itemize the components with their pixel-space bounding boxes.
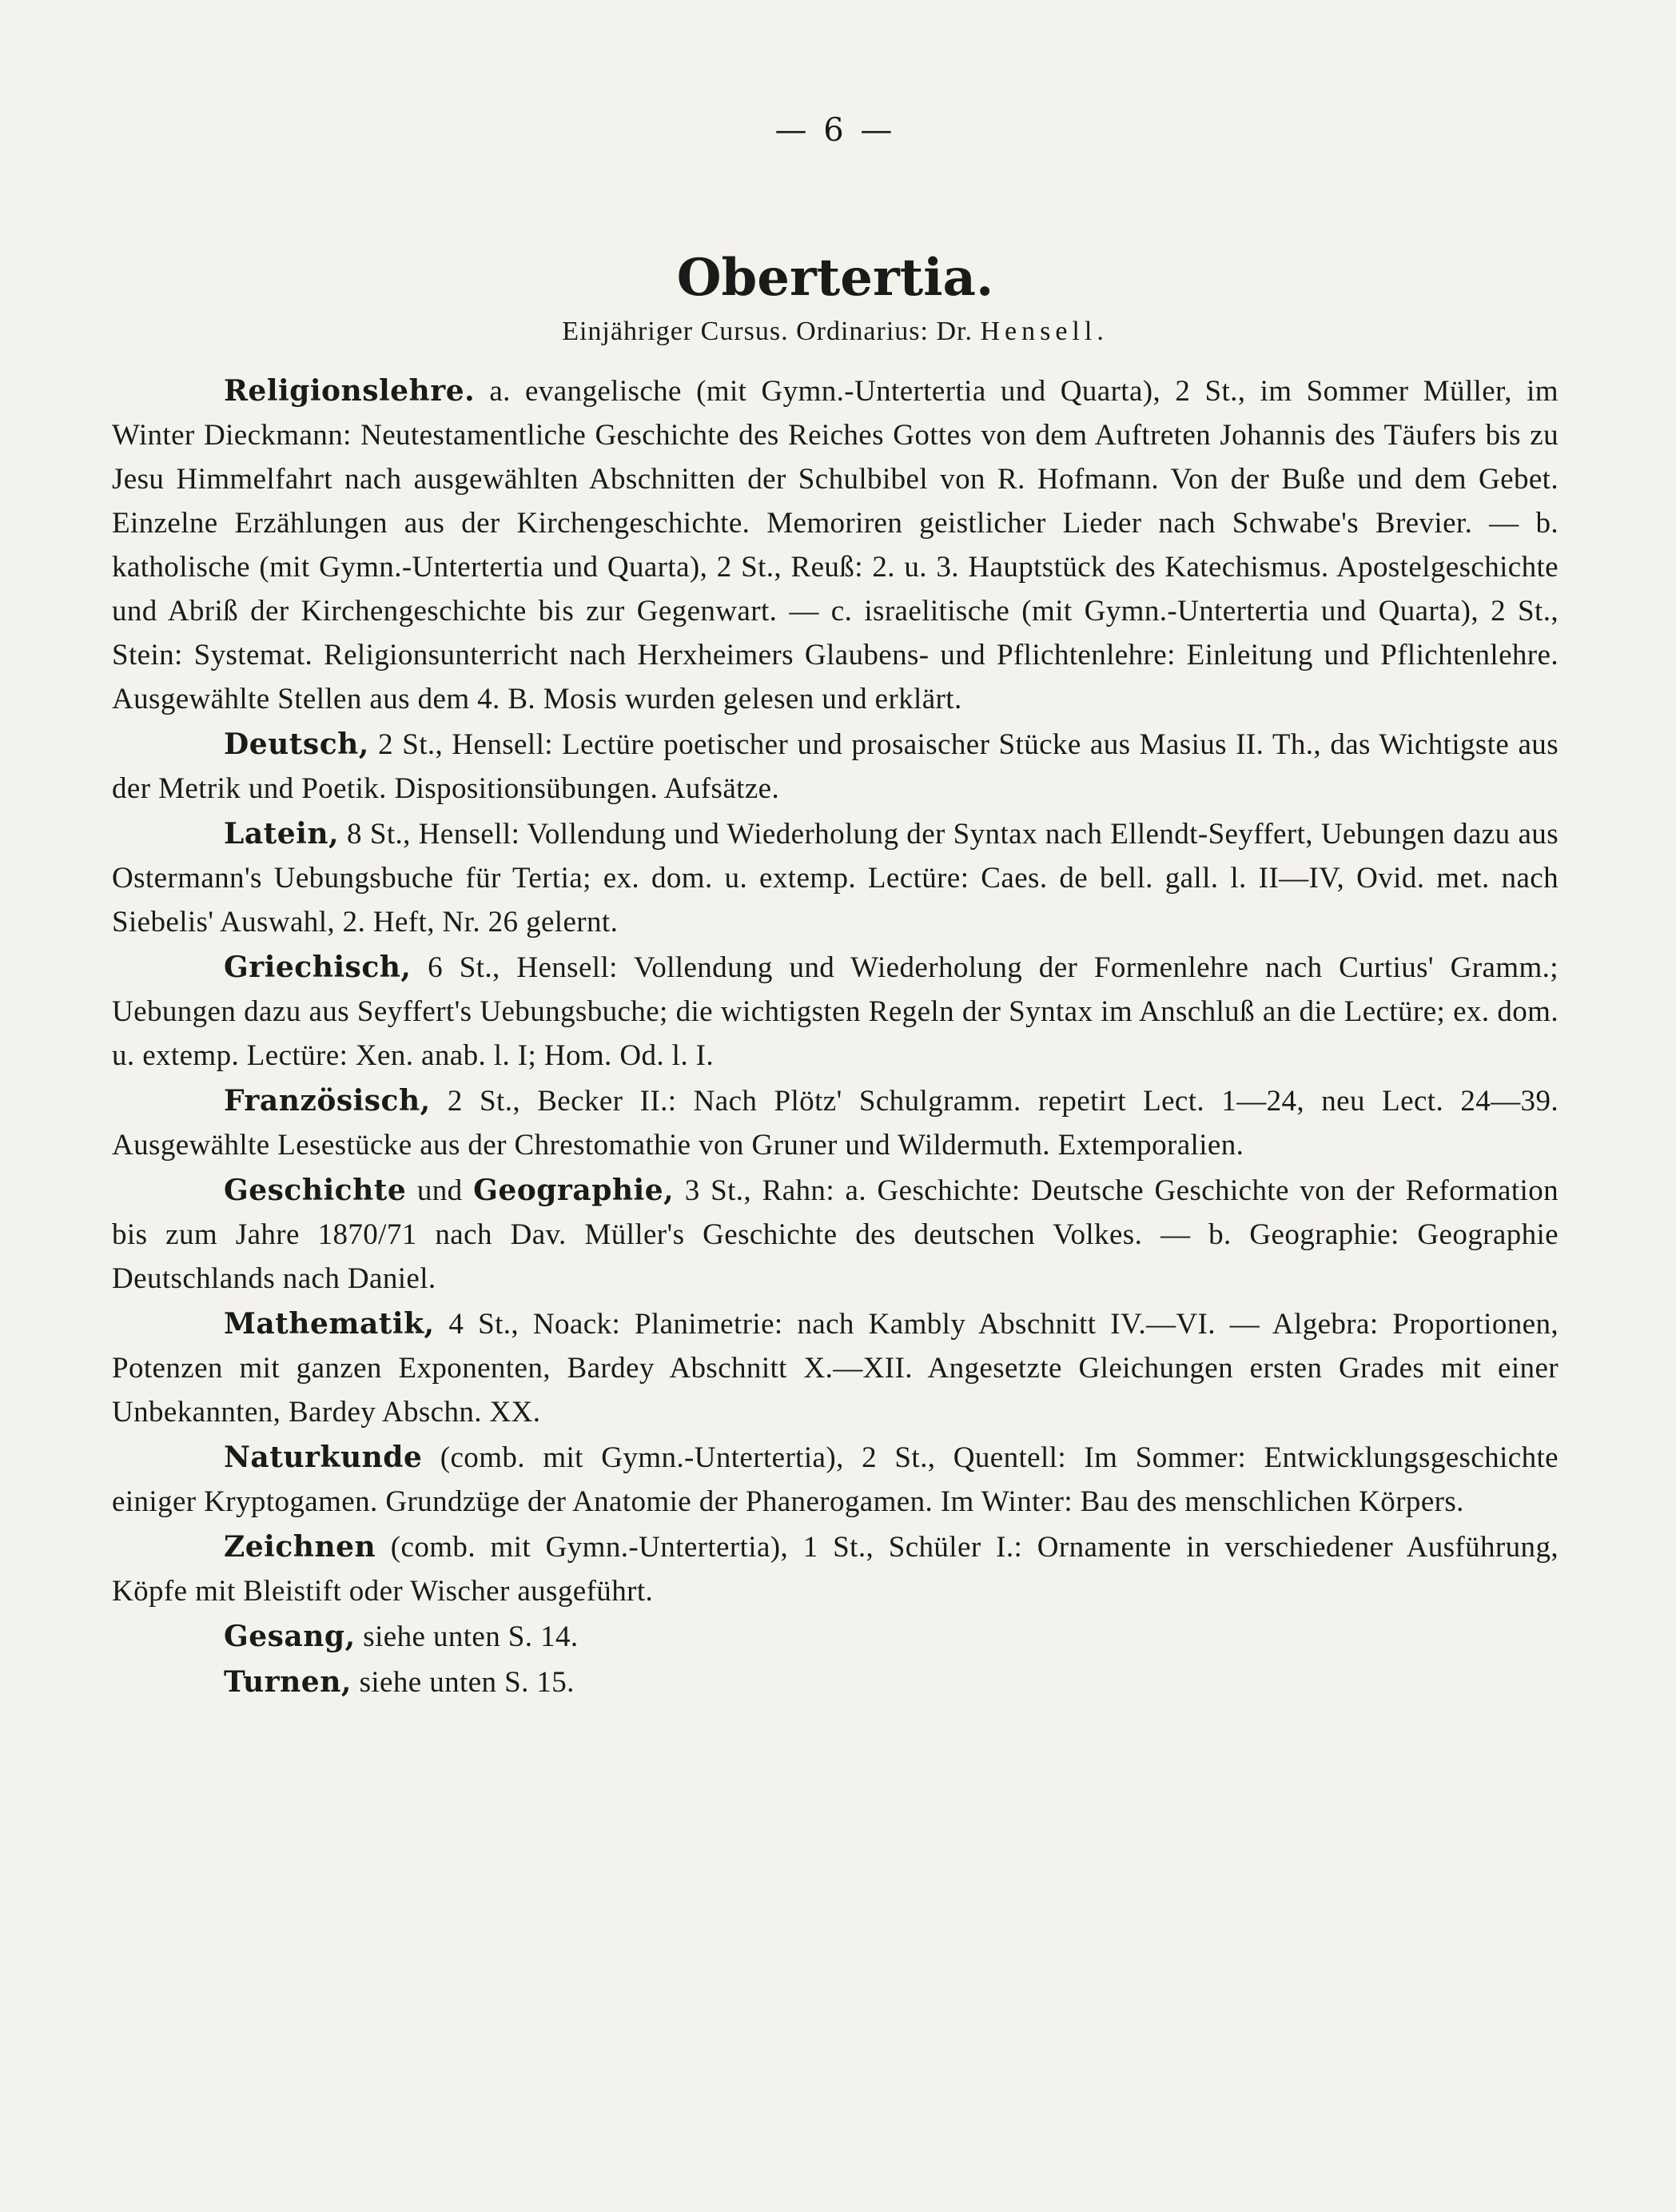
subject-name: Griechisch, [224, 951, 412, 984]
subject-name: Zeichnen [224, 1530, 376, 1564]
subject-name: Naturkunde [224, 1441, 423, 1474]
subject-mathematik [112, 1302, 1559, 1434]
course-description: Einjähriger Cursus. Ordinarius: Dr. [562, 317, 981, 346]
subject-religionslehre [112, 369, 1559, 721]
subject-latein [112, 812, 1559, 944]
subject-geschichte-geographie [112, 1169, 1559, 1301]
subject-text: siehe unten S. 15. [351, 1666, 575, 1699]
subject-connector: und [406, 1174, 474, 1207]
subject-turnen [112, 1660, 1559, 1704]
subject-text: 2 St., Becker II.: Nach Plötz' Schulgramm. repetirt Lect. 1—24, neu Lect. 24—39. Ausgewählte Lesestücke aus der Chrestomathie von Gruner und Wildermuth. Extemporalien. [112, 1085, 1559, 1162]
subject-name: Gesang, [224, 1620, 356, 1653]
subject-name: Latein, [224, 817, 340, 851]
subject-gesang [112, 1615, 1559, 1659]
subject-deutsch [112, 723, 1559, 811]
subject-text: 4 St., Noack: Planimetrie: nach Kambly Abschnitt IV.—VI. — Algebra: Proportionen, Potenzen mit ganzen Exponenten, Bardey Abschnitt X.—XII. Angesetzte Gleichungen ersten Grades mit einer Unbekannten, Bardey Abschn. XX. [112, 1308, 1559, 1429]
subject-text: (comb. mit Gymn.-Untertertia), 1 St., Schüler I.: Ornamente in verschiedener Ausführung, Köpfe mit Bleistift oder Wischer ausgeführt. [112, 1531, 1559, 1608]
subject-text: 2 St., Hensell: Lectüre poetischer und prosaischer Stücke aus Masius II. Th., das Wichtigste aus der Metrik und Poetik. Dispositionsübungen. Aufsätze. [112, 728, 1559, 805]
subject-text: siehe unten S. 14. [355, 1620, 579, 1653]
subject-name: Religionslehre. [224, 374, 476, 408]
document-page [112, 112, 1559, 2158]
subject-text: 3 St., Rahn: a. Geschichte: Deutsche Geschichte von der Reformation bis zum Jahre 1870/71 nach Dav. Müller's Geschichte des deutschen Volkes. — b. Geographie: Geographie Deutschlands nach Daniel. [112, 1174, 1559, 1295]
subject-name: Turnen, [224, 1665, 352, 1699]
course-teacher: Hensell. [980, 317, 1109, 346]
section-title: Obertertia. [676, 248, 994, 308]
page-number: — 6 — [774, 112, 896, 149]
subject-text: (comb. mit Gymn.-Untertertia), 2 St., Quentell: Im Sommer: Entwicklungsgeschichte einiger Kryptogamen. Grundzüge der Anatomie der Phanerogamen. Im Winter: Bau des menschlichen Körpers. [112, 1441, 1559, 1518]
subject-text: 6 St., Hensell: Vollendung und Wiederholung der Formenlehre nach Curtius' Gramm.; Uebungen dazu aus Seyffert's Uebungsbuche; die wichtigsten Regeln der Syntax im Anschluß an die Lectüre; ex. dom. u. extemp. Lectüre: Xen. anab. l. I; Hom. Od. l. I. [112, 951, 1559, 1072]
subject-text: a. evangelische (mit Gymn.-Untertertia und Quarta), 2 St., im Sommer Müller, im Winter Dieckmann: Neutestamentliche Geschichte des Reiches Gottes von dem Auftreten Johannis des Täufers bis zu Jesu Himmelfahrt nach ausgewählten Abschnitten der Schulbibel von R. Hofmann. Von der Buße und dem Gebet. Einzelne Erzählungen aus der Kirchengeschichte. Memoriren geistlicher Lieder nach Schwabe's Brevier. — b. katholische (mit Gymn.-Untertertia und Quarta), 2 St., Reuß: 2. u. 3. Hauptstück des Katechismus. Apostelgeschichte und Abriß der Kirchengeschichte bis zur Gegenwart. — c. israelitische (mit Gymn.-Untertertia und Quarta), 2 St., Stein: Systemat. Religionsunterricht nach Herxheimers Glaubens- und Pflichtenlehre: Einleitung und Pflichtenlehre. Ausgewählte Stellen aus dem 4. B. Mosis wurden gelesen und erklärt. [112, 375, 1559, 715]
subject-name: Deutsch, [224, 727, 369, 761]
subject-naturkunde [112, 1436, 1559, 1524]
subject-text: 8 St., Hensell: Vollendung und Wiederholung der Syntax nach Ellendt-Seyffert, Uebungen dazu aus Ostermann's Uebungsbuche für Tertia; ex. dom. u. extemp. Lectüre: Caes. de bell. gall. l. II—IV, Ovid. met. nach Siebelis' Auswahl, 2. Heft, Nr. 26 gelernt. [112, 818, 1559, 939]
subject-franzoesisch [112, 1079, 1559, 1167]
course-info [112, 317, 1559, 347]
subject-zeichnen [112, 1525, 1559, 1613]
subject-griechisch [112, 946, 1559, 1078]
subject-name: Geschichte [224, 1174, 407, 1207]
subject-name: Mathematik, [224, 1307, 435, 1341]
subject-name-secondary: Geographie, [473, 1174, 675, 1207]
subject-name: Französisch, [224, 1084, 431, 1118]
